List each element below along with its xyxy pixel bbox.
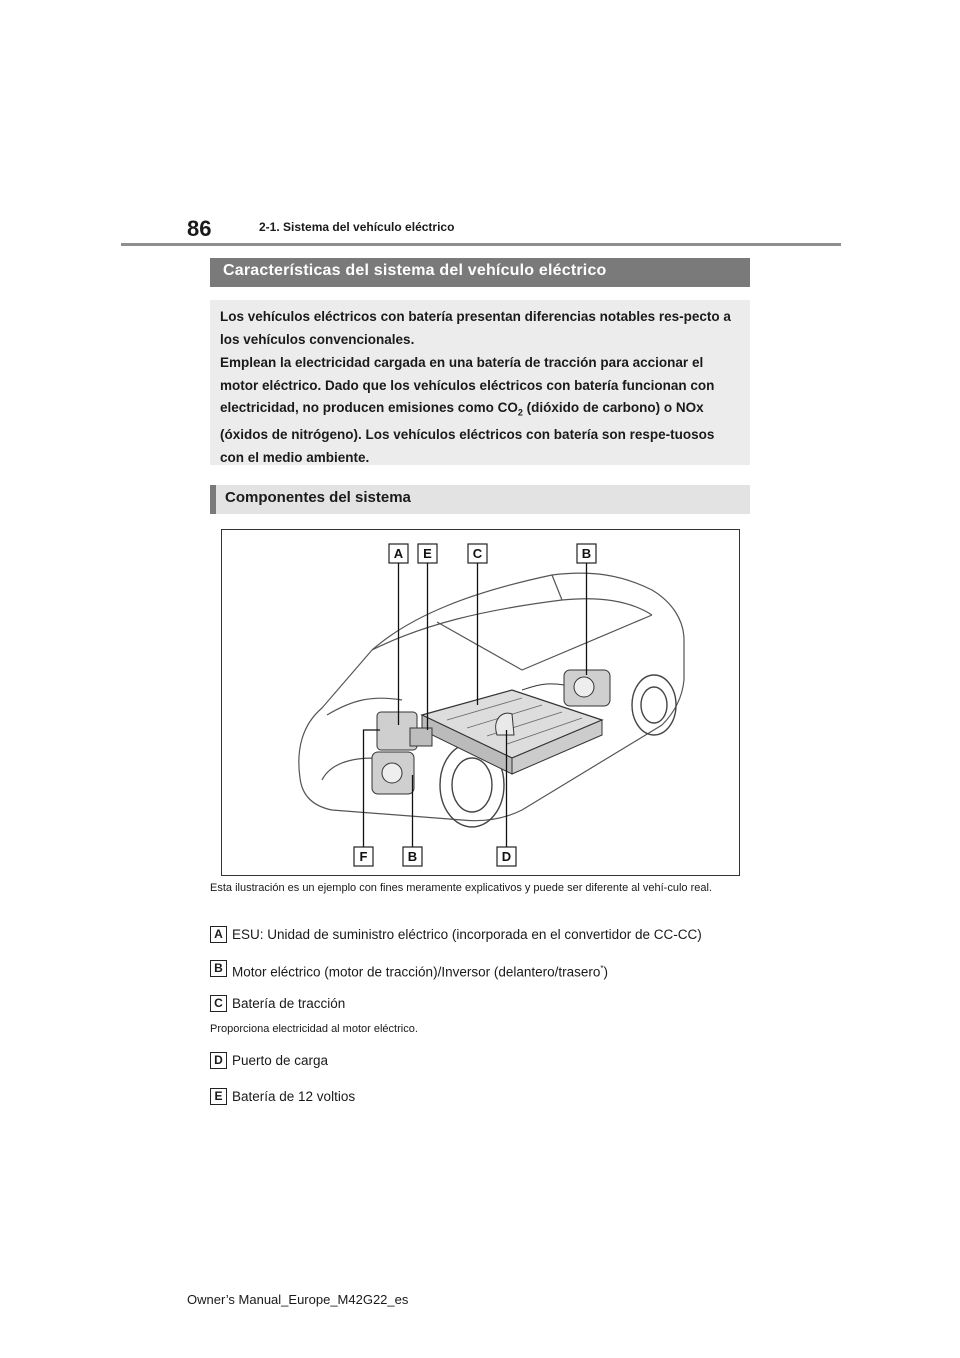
item-text-b (232, 960, 608, 981)
co2-subscript: 2 (517, 407, 523, 418)
heading-components (210, 485, 750, 514)
item-text-a: ESU: Unidad de suministro eléctrico (incorporada en el convertidor de CC-CC) (232, 927, 702, 942)
component-item-c (210, 995, 345, 1012)
intro-paragraph-1: Los vehículos eléctricos con batería presentan diferencias notables res-pecto a los vehículos convencionales. (220, 309, 731, 347)
component-item-b (210, 960, 608, 981)
component-item-d (210, 1052, 328, 1069)
item-letter-e: E (210, 1088, 227, 1105)
label-b-top: B (581, 546, 592, 561)
vehicle-illustration (221, 529, 740, 876)
item-b-footnote-mark: * (600, 964, 604, 973)
label-d: D (501, 849, 512, 864)
heading-features (210, 258, 750, 287)
item-letter-a: A (210, 926, 227, 943)
item-text-d: Puerto de carga (232, 1053, 329, 1068)
component-item-e (210, 1088, 355, 1105)
label-f: F (359, 849, 368, 864)
footer-text: Owner’s Manual_Europe_M42G22_es (187, 1292, 409, 1307)
item-c-note: Proporciona electricidad al motor eléctrico. (210, 1023, 418, 1035)
item-letter-b: B (210, 960, 227, 977)
label-b-bottom: B (407, 849, 418, 864)
item-text-c: Batería de tracción (232, 996, 346, 1011)
vehicle-drawing (222, 530, 741, 877)
item-text-e: Batería de 12 voltios (232, 1089, 356, 1104)
item-letter-d: D (210, 1052, 227, 1069)
intro-p2-end: (dióxido de carbono) o NOx (óxidos de nitrógeno). Los vehículos eléctricos con batería son respe-tuosos con el medio ambiente. (220, 400, 715, 465)
item-text-b-end: ) (603, 964, 609, 980)
label-e: E (423, 546, 432, 561)
label-a: A (393, 546, 404, 561)
label-c: C (472, 546, 483, 561)
page-number: 86 (187, 216, 212, 241)
intro-paragraph-2 (220, 352, 740, 469)
heading-features-text: Características del sistema del vehículo eléctrico (223, 262, 607, 279)
item-text-b-main: Motor eléctrico (motor de tracción)/Inversor (delantero/trasero (232, 964, 601, 980)
heading-components-text: Componentes del sistema (225, 489, 411, 506)
header-rule (121, 243, 841, 246)
item-letter-c: C (210, 995, 227, 1012)
component-item-a (210, 926, 702, 943)
figure-caption: Esta ilustración es un ejemplo con fines meramente explicativos y puede ser diferente al vehí-culo real. (210, 882, 712, 894)
section-title: 2-1. Sistema del vehículo eléctrico (259, 220, 455, 234)
intro-p2-start: Emplean la electricidad cargada en una batería de tracción para accionar el motor eléctrico. Dado que los vehículos eléctricos con batería funcionan con electricidad, no producen emisiones como CO (220, 355, 715, 415)
